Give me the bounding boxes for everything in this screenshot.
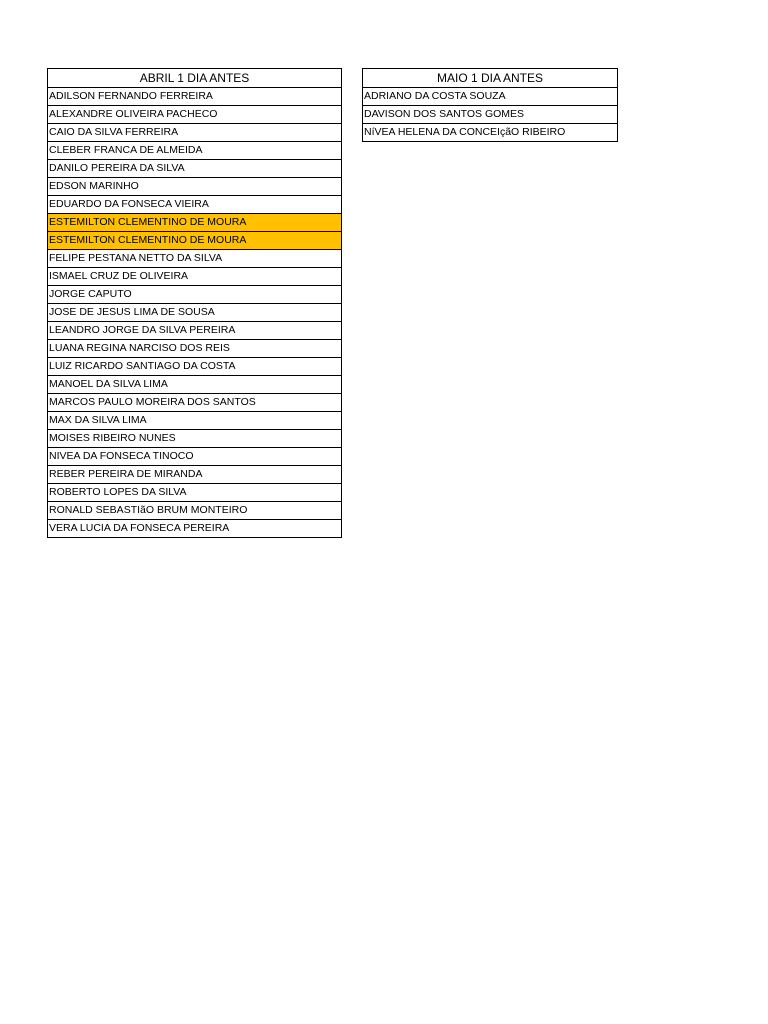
table-cell-name[interactable]: MARCOS PAULO MOREIRA DOS SANTOS (48, 394, 342, 412)
table-cell-name[interactable]: LEANDRO JORGE DA SILVA PEREIRA (48, 322, 342, 340)
table-cell-name[interactable]: REBER PEREIRA DE MIRANDA (48, 466, 342, 484)
table-row (48, 322, 342, 340)
table-cell-name[interactable]: DAVISON DOS SANTOS GOMES (363, 106, 618, 124)
table-cell-name[interactable]: DANILO PEREIRA DA SILVA (48, 160, 342, 178)
table-cell-name[interactable]: ESTEMILTON CLEMENTINO DE MOURA (48, 214, 342, 232)
table-cell-name[interactable]: FELIPE PESTANA NETTO DA SILVA (48, 250, 342, 268)
table-row (48, 376, 342, 394)
table-cell-name[interactable]: MANOEL DA SILVA LIMA (48, 376, 342, 394)
table-row (48, 268, 342, 286)
table-cell-name[interactable]: VERA LUCIA DA FONSECA PEREIRA (48, 520, 342, 538)
table-row (363, 106, 618, 124)
table-row (363, 88, 618, 106)
table-row (48, 142, 342, 160)
table-header-row (363, 69, 618, 88)
table-row (48, 520, 342, 538)
table-row (48, 358, 342, 376)
table-cell-name[interactable]: JORGE CAPUTO (48, 286, 342, 304)
table-cell-name[interactable]: JOSE DE JESUS LIMA DE SOUSA (48, 304, 342, 322)
table-cell-name[interactable]: NIVEA DA FONSECA TINOCO (48, 448, 342, 466)
table-cell-name[interactable]: MOISES RIBEIRO NUNES (48, 430, 342, 448)
table-abril (47, 68, 342, 538)
table-row (48, 286, 342, 304)
table-row (48, 232, 342, 250)
table-cell-name[interactable]: CAIO DA SILVA FERREIRA (48, 124, 342, 142)
table-row (48, 340, 342, 358)
table-row (48, 250, 342, 268)
table-cell-name[interactable]: ESTEMILTON CLEMENTINO DE MOURA (48, 232, 342, 250)
table-cell-name[interactable]: EDUARDO DA FONSECA VIEIRA (48, 196, 342, 214)
table-cell-name[interactable]: ROBERTO LOPES DA SILVA (48, 484, 342, 502)
table-row (48, 484, 342, 502)
table-cell-name[interactable]: RONALD SEBASTIãO BRUM MONTEIRO (48, 502, 342, 520)
table-cell-name[interactable]: LUIZ RICARDO SANTIAGO DA COSTA (48, 358, 342, 376)
table-row (48, 394, 342, 412)
table-title-maio[interactable]: MAIO 1 DIA ANTES (363, 69, 618, 88)
table-maio (362, 68, 618, 142)
table-cell-name[interactable]: MAX DA SILVA LIMA (48, 412, 342, 430)
table-cell-name[interactable]: EDSON MARINHO (48, 178, 342, 196)
table-row (48, 160, 342, 178)
table-cell-name[interactable]: LUANA REGINA NARCISO DOS REIS (48, 340, 342, 358)
table-row (48, 88, 342, 106)
table-row (48, 304, 342, 322)
table-row (363, 124, 618, 142)
table-row (48, 196, 342, 214)
table-row (48, 178, 342, 196)
table-row (48, 214, 342, 232)
table-row (48, 502, 342, 520)
table-row (48, 466, 342, 484)
table-header-row (48, 69, 342, 88)
table-row (48, 448, 342, 466)
table-cell-name[interactable]: ALEXANDRE OLIVEIRA PACHECO (48, 106, 342, 124)
table-cell-name[interactable]: NíVEA HELENA DA CONCEIçãO RIBEIRO (363, 124, 618, 142)
table-row (48, 412, 342, 430)
table-body-abril (48, 88, 342, 538)
table-cell-name[interactable]: ADILSON FERNANDO FERREIRA (48, 88, 342, 106)
table-row (48, 430, 342, 448)
table-cell-name[interactable]: CLEBER FRANCA DE ALMEIDA (48, 142, 342, 160)
table-body-maio (363, 88, 618, 142)
table-title-abril[interactable]: ABRIL 1 DIA ANTES (48, 69, 342, 88)
table-row (48, 124, 342, 142)
table-cell-name[interactable]: ADRIANO DA COSTA SOUZA (363, 88, 618, 106)
table-row (48, 106, 342, 124)
table-cell-name[interactable]: ISMAEL CRUZ DE OLIVEIRA (48, 268, 342, 286)
